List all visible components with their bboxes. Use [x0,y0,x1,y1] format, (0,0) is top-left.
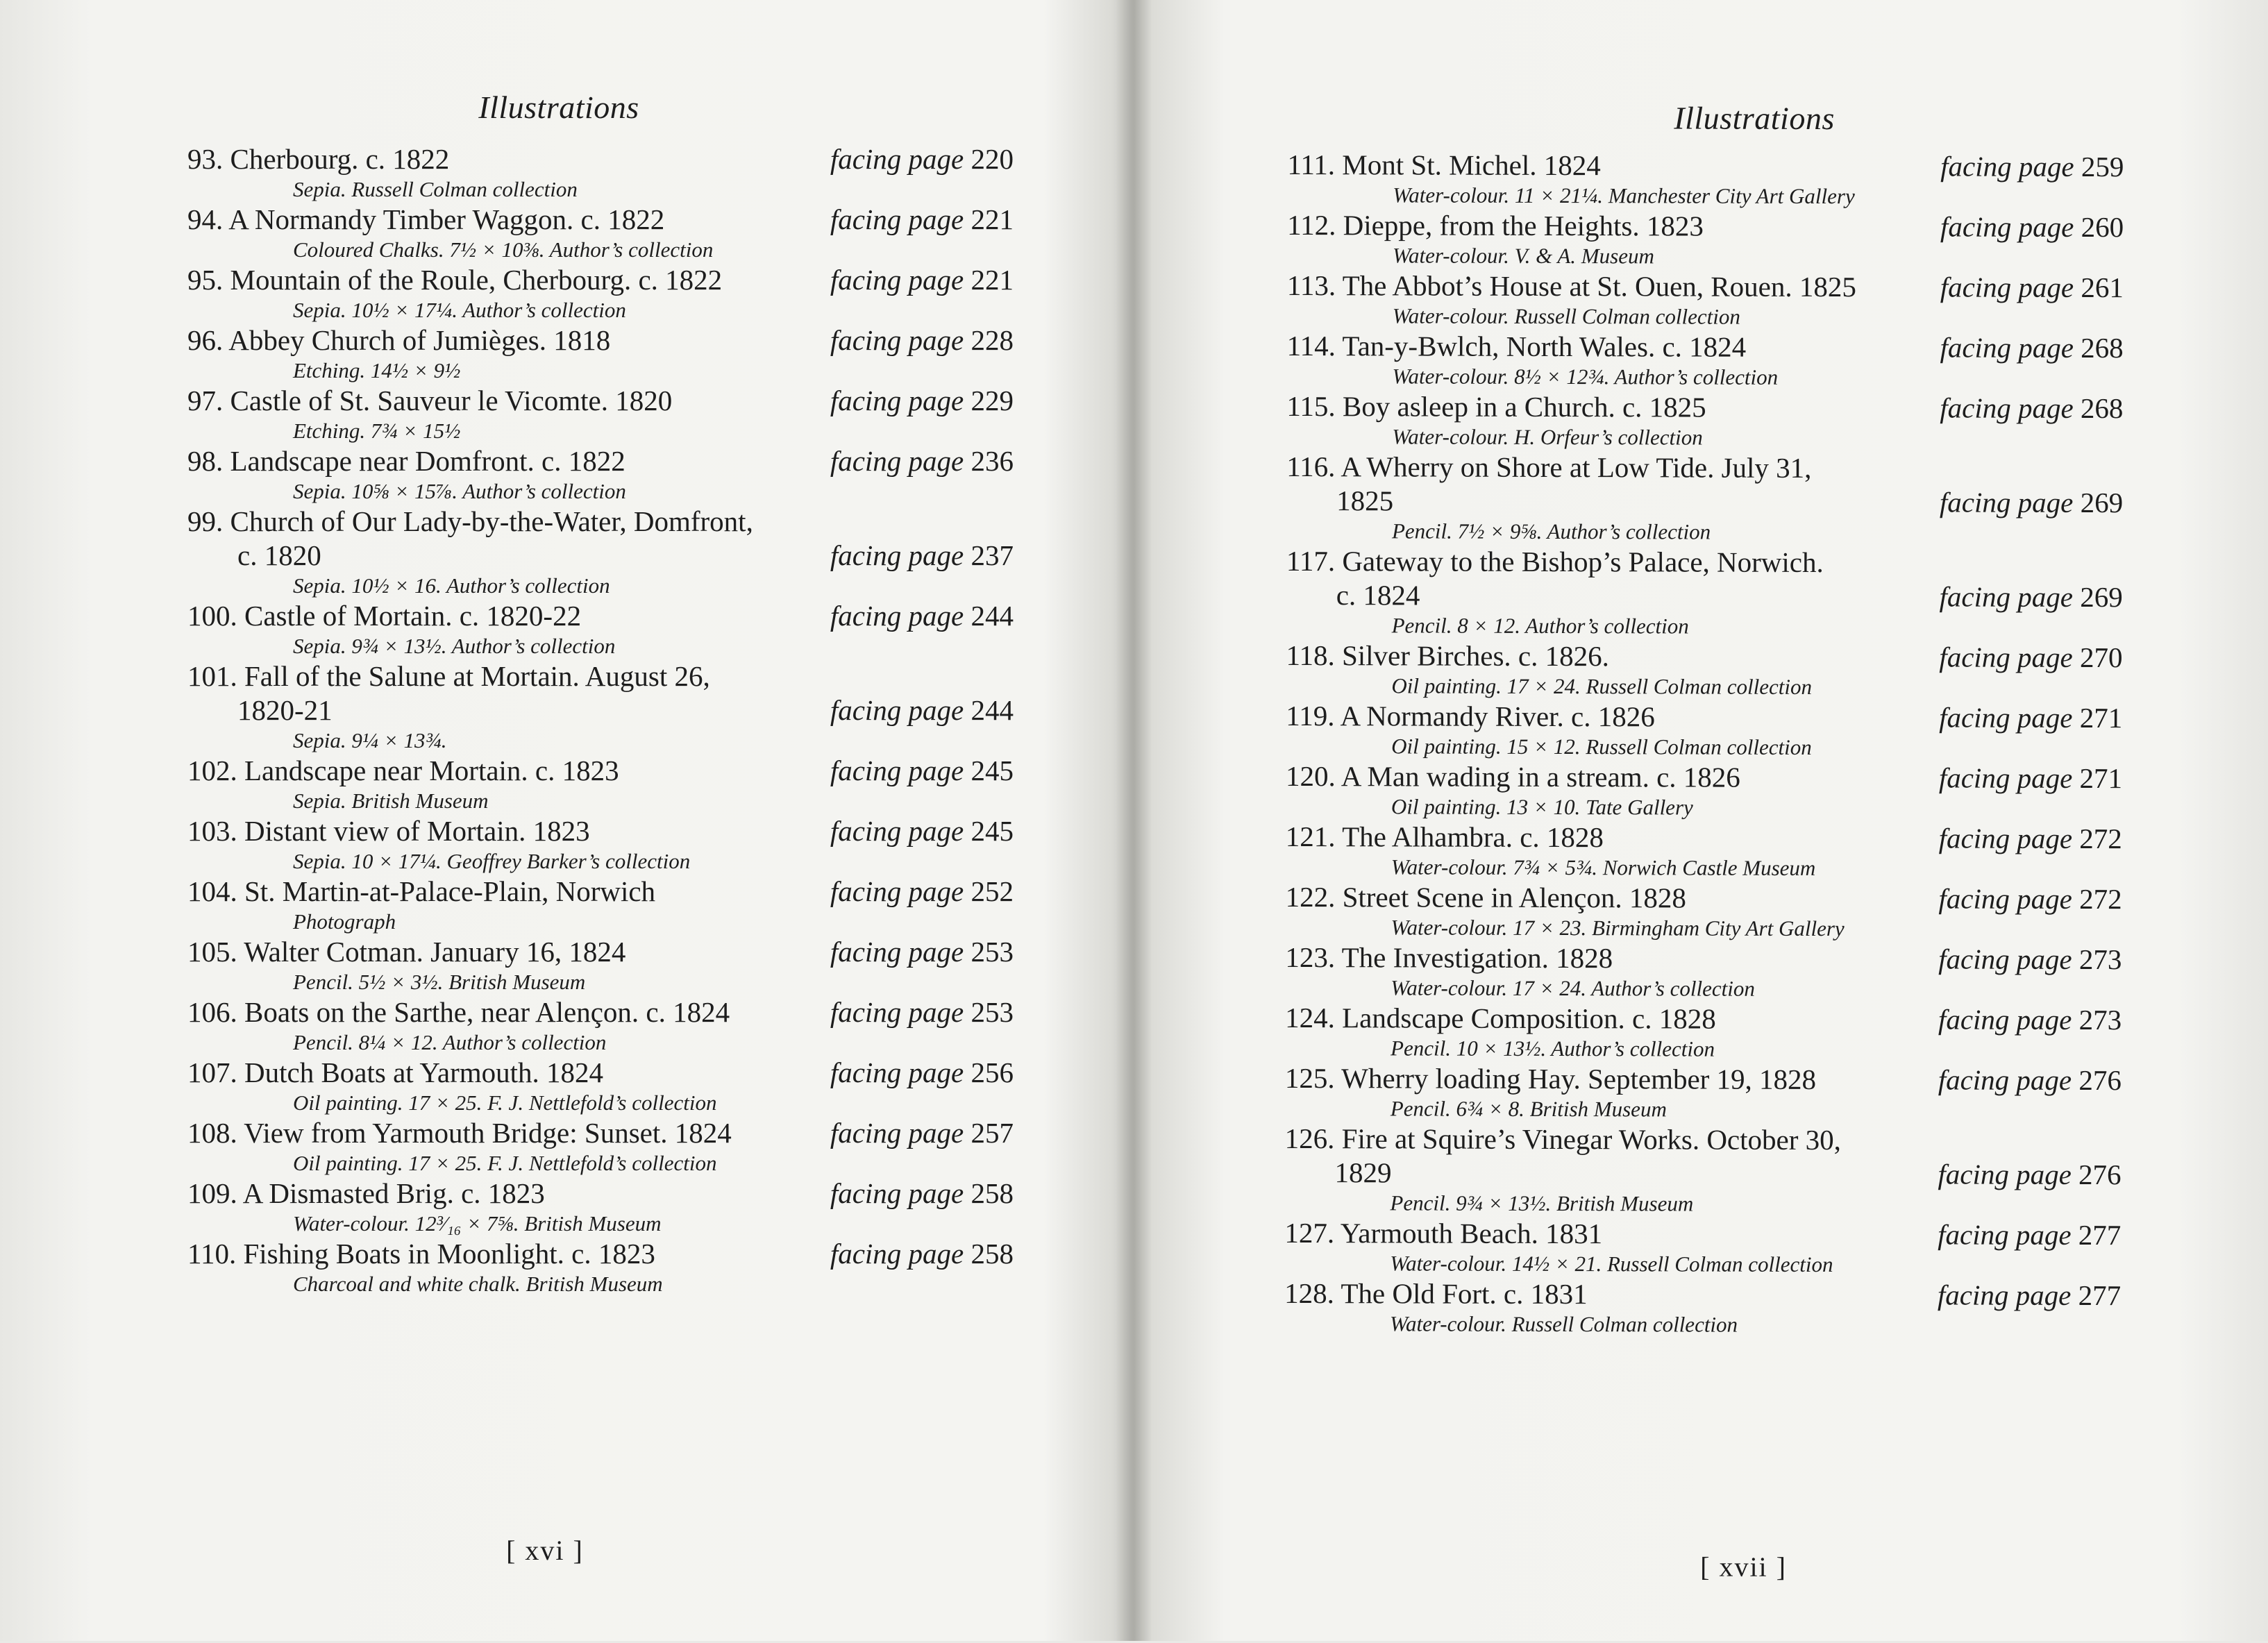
facing-page-reference [830,539,1014,573]
facing-page-reference [830,1237,1014,1271]
facing-page-reference [830,263,1014,297]
entry-title: 100. Castle of Mortain. c. 1820-22 [187,600,582,632]
entry-title: 97. Castle of St. Sauveur le Vicomte. 1820 [187,385,673,416]
facing-page-number: 276 [2078,1063,2122,1097]
facing-page-reference [830,995,1014,1029]
entry-detail: Water-colour. 8½ × 12¾. Author’s collection [1392,364,1779,389]
list-item [1285,1001,2122,1063]
list-item [1287,329,2124,391]
entry-detail: Sepia. 10½ × 17¼. Author’s collection [293,298,626,322]
entry-detail: Photograph [293,909,396,934]
left-page [187,0,1014,1641]
entry-detail: Etching. 7¾ × 15½ [293,419,461,443]
page-number: [ xvi ] [506,1535,584,1566]
entry-title: 115. Boy asleep in a Church. c. 1825 [1286,389,1706,423]
facing-page-reference [1940,210,2124,244]
list-item [1287,148,2124,210]
facing-page-number: 271 [2079,761,2123,795]
entry-detail: Water-colour. 7¾ × 5¾. Norwich Castle Museum [1391,854,1816,880]
facing-page-number: 276 [2078,1158,2122,1191]
list-item [187,263,1014,323]
entry-title: 120. A Man wading in a stream. c. 1826 [1286,759,1740,793]
facing-page-label: facing page [830,445,964,477]
entry-title: 128. The Old Fort. c. 1831 [1284,1277,1588,1311]
list-item [187,203,1014,263]
facing-page-reference [1940,149,2124,184]
list-item [187,1177,1014,1237]
list-item [1287,269,2124,331]
entry-title: 116. A Wherry on Shore at Low Tide. July 31, [1286,450,1812,484]
facing-page-number: 256 [971,1056,1014,1088]
entry-title: 104. St. Martin-at-Palace-Plain, Norwich [187,875,656,907]
facing-page-reference [830,1056,1014,1090]
running-head: Illustrations [1674,100,1835,137]
list-item [187,814,1014,875]
facing-page-label: facing page [1940,150,2074,183]
facing-page-label: facing page [1938,943,2072,975]
facing-page-label: facing page [1937,1279,2072,1311]
facing-page-reference [830,203,1014,237]
facing-page-number: 260 [2081,210,2124,244]
facing-page-label: facing page [1938,1003,2072,1036]
facing-page-number: 253 [971,996,1014,1028]
facing-page-number: 269 [2080,580,2123,614]
entry-title: 110. Fishing Boats in Moonlight. c. 1823 [187,1238,655,1270]
list-item [1286,820,2122,882]
entry-title: 98. Landscape near Domfront. c. 1822 [187,445,625,477]
facing-page-reference [1939,700,2122,735]
entry-detail: Pencil. 5½ × 3½. British Museum [293,970,586,994]
entry-detail: Sepia. 9¼ × 13¾. [293,728,447,752]
facing-page-reference [1938,942,2122,977]
list-item [1287,208,2124,271]
facing-page-number: 273 [2078,1003,2122,1036]
facing-page-label: facing page [830,694,964,726]
facing-page-number: 268 [2081,331,2124,364]
facing-page-number: 244 [971,694,1014,726]
facing-page-label: facing page [830,1117,964,1149]
facing-page-number: 258 [971,1177,1014,1209]
facing-page-label: facing page [1939,701,2073,734]
facing-page-label: facing page [1940,271,2074,303]
right-page [1284,0,2124,1643]
list-item [1286,639,2122,701]
entry-title: 96. Abbey Church of Jumièges. 1818 [187,324,611,356]
entry-title: 102. Landscape near Mortain. c. 1823 [187,755,619,786]
entry-title: 113. The Abbot’s House at St. Ouen, Rouen. 1825 [1286,269,1856,303]
facing-page-number: 220 [971,143,1014,175]
facing-page-label: facing page [1940,331,2074,364]
facing-page-reference [1940,330,2123,365]
facing-page-label: facing page [1938,1158,2072,1190]
facing-page-reference [1940,270,2124,305]
entry-detail: Water-colour. 14½ × 21. Russell Colman collection [1390,1251,1833,1277]
facing-page-number: 272 [2079,822,2122,855]
facing-page-label: facing page [830,1238,964,1270]
entry-title: 122. Street Scene in Alençon. 1828 [1285,880,1686,914]
facing-page-reference [830,1177,1014,1211]
facing-page-number: 271 [2079,701,2123,734]
entry-detail: Water-colour. Russell Colman collection [1392,303,1740,329]
facing-page-label: facing page [1938,1063,2072,1096]
facing-page-label: facing page [1939,641,2073,673]
facing-page-reference [830,693,1014,727]
facing-page-number: 268 [2080,391,2124,425]
facing-page-number: 277 [2078,1218,2122,1252]
entry-title-continued: 1829 [1334,1156,1392,1189]
list-item [1286,759,2122,822]
facing-page-reference [830,814,1014,848]
facing-page-reference [1938,882,2122,916]
facing-page-label: facing page [830,324,964,356]
entry-detail: Coloured Chalks. 7½ × 10⅜. Author’s collection [293,237,714,262]
facing-page-label: facing page [1938,822,2073,854]
entry-title: 118. Silver Birches. c. 1826. [1286,639,1609,673]
list-item [187,754,1014,814]
facing-page-label: facing page [830,539,964,571]
facing-page-reference [830,142,1014,176]
list-item [187,505,1014,599]
entry-title: 107. Dutch Boats at Yarmouth. 1824 [187,1056,604,1088]
facing-page-reference [1938,1217,2121,1252]
entry-title: 117. Gateway to the Bishop’s Palace, Norwich. [1286,544,1824,579]
entry-detail: Sepia. British Museum [293,789,489,813]
entry-title: 101. Fall of the Salune at Mortain. August 26, [187,660,710,692]
facing-page-reference [1940,580,2123,614]
facing-page-number: 245 [971,815,1014,847]
entry-title: 99. Church of Our Lady-by-the-Water, Domfront, [187,505,753,537]
facing-page-reference [1940,391,2123,426]
entry-detail: Oil painting. 13 × 10. Tate Gallery [1391,794,1693,820]
facing-page-reference [830,384,1014,418]
entry-detail: Water-colour. 17 × 23. Birmingham City Art Gallery [1391,915,1845,941]
list-item [1285,1061,2122,1124]
page-number: [ xvii ] [1700,1551,1788,1583]
entry-detail: Sepia. 10½ × 16. Author’s collection [293,573,610,598]
entry-detail: Sepia. 10 × 17¼. Geoffrey Barker’s collection [293,849,691,873]
entry-detail: Pencil. 9¾ × 13½. British Museum [1390,1190,1694,1216]
facing-page-label: facing page [830,143,964,175]
entry-detail: Sepia. Russell Colman collection [293,177,578,201]
entry-detail: Oil painting. 17 × 25. F. J. Nettlefold’s collection [293,1151,717,1175]
entry-detail: Etching. 14½ × 9½ [293,358,461,382]
list-item [1284,1216,2121,1279]
facing-page-number: 252 [971,875,1014,907]
facing-page-reference [830,935,1014,969]
entry-detail: Oil painting. 17 × 24. Russell Colman collection [1391,673,1813,699]
facing-page-label: facing page [830,875,964,907]
facing-page-label: facing page [1940,210,2074,243]
entry-title: 123. The Investigation. 1828 [1285,941,1613,975]
list-item [187,659,1014,754]
entry-title: 106. Boats on the Sarthe, near Alençon. c. 1824 [187,996,730,1028]
facing-page-reference [1938,1278,2121,1313]
facing-page-number: 253 [971,936,1014,968]
entry-title: 109. A Dismasted Brig. c. 1823 [187,1177,545,1209]
entry-title: 111. Mont St. Michel. 1824 [1287,148,1601,182]
entry-title: 103. Distant view of Mortain. 1823 [187,815,590,847]
entry-title-continued: 1825 [1336,485,1394,517]
entry-detail: Pencil. 10 × 13½. Author’s collection [1391,1036,1715,1061]
facing-page-label: facing page [1940,391,2074,424]
facing-page-number: 261 [2081,271,2124,304]
facing-page-reference [1938,1157,2121,1192]
entry-title: 94. A Normandy Timber Waggon. c. 1822 [187,203,665,235]
list-item [1285,880,2122,943]
facing-page-reference [830,444,1014,478]
facing-page-number: 245 [971,755,1014,786]
facing-page-number: 269 [2080,486,2124,519]
list-item [187,323,1014,384]
entry-detail: Oil painting. 17 × 25. F. J. Nettlefold’s collection [293,1090,717,1115]
running-head: Illustrations [478,90,639,125]
entry-detail: Oil painting. 15 × 12. Russell Colman collection [1391,734,1812,759]
facing-page-number: 273 [2078,943,2122,976]
entry-title: 119. A Normandy River. c. 1826 [1286,699,1655,733]
entry-detail: Water-colour. Russell Colman collection [1389,1311,1738,1337]
entry-title: 105. Walter Cotman. January 16, 1824 [187,936,626,968]
facing-page-label: facing page [830,996,964,1028]
facing-page-reference [1939,640,2122,675]
facing-page-reference [830,599,1014,633]
facing-page-number: 221 [971,264,1014,296]
list-item [187,1237,1014,1297]
entry-detail: Water-colour. 17 × 24. Author’s collection [1391,975,1755,1001]
facing-page-number: 221 [971,203,1014,235]
facing-page-reference [1939,821,2122,856]
facing-page-label: facing page [1939,486,2074,519]
list-item [1285,941,2122,1003]
facing-page-reference [1938,1002,2122,1037]
facing-page-number: 237 [971,539,1014,571]
facing-page-number: 229 [971,385,1014,416]
facing-page-label: facing page [830,264,964,296]
list-item [187,142,1014,203]
facing-page-reference [830,323,1014,357]
entry-title: 127. Yarmouth Beach. 1831 [1284,1216,1603,1250]
facing-page-number: 228 [971,324,1014,356]
facing-page-reference [1938,1063,2122,1097]
entry-detail: Pencil. 6¾ × 8. British Museum [1390,1096,1667,1122]
entry-detail: Water-colour. 12³⁄₁₆ × 7⅝. British Museum [293,1211,662,1236]
facing-page-number: 236 [971,445,1014,477]
facing-page-number: 277 [2078,1279,2122,1312]
entry-title-continued: c. 1820 [237,539,321,571]
entry-detail: Pencil. 7½ × 9⅝. Author’s collection [1391,519,1711,544]
entry-detail: Sepia. 9¾ × 13½. Author’s collection [293,634,616,658]
list-item [187,1056,1014,1116]
entry-detail: Water-colour. 11 × 21¼. Manchester City Art Gallery [1393,183,1855,209]
facing-page-label: facing page [830,815,964,847]
facing-page-reference [830,875,1014,909]
facing-page-label: facing page [830,1177,964,1209]
list-item [187,444,1014,505]
list-item [1286,450,2123,546]
facing-page-label: facing page [830,385,964,416]
facing-page-number: 270 [2079,641,2123,674]
facing-page-number: 272 [2079,882,2122,916]
entry-title: 124. Landscape Composition. c. 1828 [1285,1001,1716,1035]
facing-page-reference [830,754,1014,788]
entry-detail: Sepia. 10⅝ × 15⅞. Author’s collection [293,479,626,503]
facing-page-label: facing page [830,755,964,786]
list-item [187,599,1014,659]
facing-page-number: 257 [971,1117,1014,1149]
facing-page-label: facing page [1938,761,2073,794]
list-item [187,935,1014,995]
list-item [187,384,1014,444]
entry-detail: Charcoal and white chalk. British Museum [293,1272,663,1296]
entry-title: 125. Wherry loading Hay. September 19, 1828 [1284,1061,1817,1095]
facing-page-label: facing page [830,1056,964,1088]
entry-detail: Water-colour. H. Orfeur’s collection [1392,424,1703,450]
facing-page-label: facing page [1938,882,2072,915]
entry-detail: Pencil. 8 × 12. Author’s collection [1391,613,1689,639]
facing-page-label: facing page [830,203,964,235]
facing-page-label: facing page [1938,1218,2072,1251]
entry-detail: Water-colour. V. & A. Museum [1392,243,1654,269]
list-item [1286,389,2123,452]
list-item [1284,1122,2121,1218]
entry-title: 126. Fire at Squire’s Vinegar Works. October 30, [1284,1122,1841,1156]
facing-page-reference [1940,485,2123,520]
facing-page-number: 258 [971,1238,1014,1270]
entry-detail: Pencil. 8¼ × 12. Author’s collection [293,1030,607,1054]
entry-title: 112. Dieppe, from the Heights. 1823 [1287,208,1704,242]
facing-page-number: 259 [2081,150,2124,183]
list-item [187,995,1014,1056]
facing-page-label: facing page [1939,580,2074,613]
facing-page-reference [1939,761,2122,795]
list-item [1286,544,2123,641]
facing-page-reference [830,1116,1014,1150]
facing-page-label: facing page [830,600,964,632]
entry-title-continued: c. 1824 [1336,579,1420,612]
list-item [187,875,1014,935]
entry-title: 95. Mountain of the Roule, Cherbourg. c. 1822 [187,264,723,296]
book-gutter [1111,0,1152,1641]
list-item [1284,1277,2121,1339]
entry-title: 121. The Alhambra. c. 1828 [1285,820,1604,854]
list-item [187,1116,1014,1177]
facing-page-number: 244 [971,600,1014,632]
illustration-list [187,142,1014,1297]
facing-page-label: facing page [830,936,964,968]
entry-title: 93. Cherbourg. c. 1822 [187,143,450,175]
entry-title: 108. View from Yarmouth Bridge: Sunset. 1824 [187,1117,732,1149]
entry-title: 114. Tan-y-Bwlch, North Wales. c. 1824 [1286,329,1747,363]
illustration-list [1284,148,2124,1339]
list-item [1286,699,2122,761]
entry-title-continued: 1820-21 [237,694,333,726]
